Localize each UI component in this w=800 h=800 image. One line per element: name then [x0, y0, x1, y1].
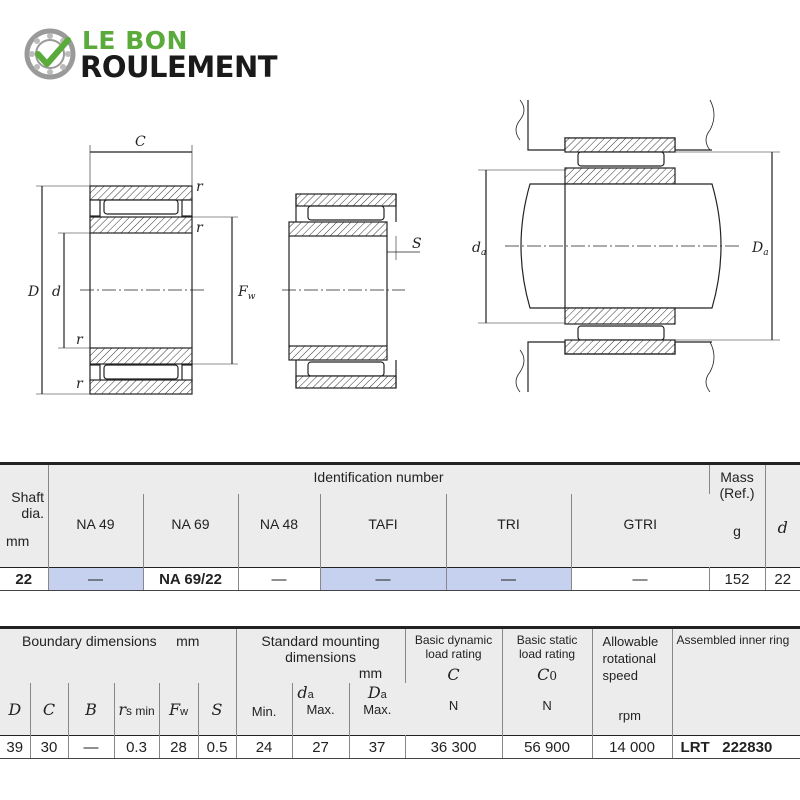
shaft-dia-header	[0, 464, 48, 568]
cell-Fw: 28	[159, 736, 198, 759]
cell-static: 56 900	[502, 736, 592, 759]
drawing-mounting	[478, 100, 780, 392]
cell-S: 0.5	[198, 736, 236, 759]
cell-shaft: 22	[0, 568, 48, 591]
dimensions-table	[0, 626, 800, 759]
cell-tafi: —	[320, 568, 446, 591]
mounting-title: Standard mounting dimensions	[261, 633, 380, 665]
col-b: B	[68, 683, 114, 736]
speed-unit: rpm	[618, 708, 641, 723]
dynamic-title: Basic dynamic load rating	[414, 633, 493, 661]
cell-D: 39	[0, 736, 30, 759]
label-da-housing: $D_a$	[752, 240, 769, 258]
col-s: S	[198, 683, 236, 736]
speed-title: Allowable rotational speed	[602, 634, 659, 683]
logo-bearing-check-icon	[24, 28, 76, 80]
label-r-4: r	[76, 376, 83, 392]
table-row	[0, 736, 800, 759]
label-da: $d_a$	[472, 240, 487, 258]
col-fw: Fw	[159, 683, 198, 736]
col-da-min: Min.	[236, 683, 292, 736]
series-na49: NA 49	[48, 494, 143, 568]
label-fw: $F_w$	[238, 284, 256, 302]
col-da-max: da Max.	[292, 683, 349, 736]
series-na48: NA 48	[238, 494, 320, 568]
mass-header	[709, 464, 765, 568]
dynamic-unit: N	[448, 698, 459, 713]
label-d-bore: d	[52, 284, 61, 300]
drawing-inner-ring	[282, 194, 420, 388]
cell-speed: 14 000	[592, 736, 672, 759]
cell-Da-max: 37	[349, 736, 405, 759]
dynamic-rating-header	[405, 628, 502, 736]
cell-mass: 152	[709, 568, 765, 591]
identification-table	[0, 462, 800, 591]
static-symbol: C0	[537, 665, 557, 684]
col-r: rs min	[114, 683, 159, 736]
series-tri: TRI	[446, 494, 571, 568]
label-s: S	[412, 236, 422, 252]
label-r-2: r	[196, 220, 203, 236]
table-row	[0, 568, 800, 591]
mass-unit: g	[733, 523, 741, 539]
speed-header	[592, 628, 672, 736]
d-header: d	[777, 517, 788, 537]
cell-da-min: 24	[236, 736, 292, 759]
shaft-dia-unit: mm	[6, 533, 30, 549]
label-r-3: r	[76, 332, 83, 348]
identification-title: Identification number	[48, 464, 709, 494]
cell-na69: NA 69/22	[143, 568, 238, 591]
shaft-dia-label: Shaft dia.	[11, 489, 44, 521]
cell-r: 0.3	[114, 736, 159, 759]
series-gtri: GTRI	[623, 515, 657, 532]
static-rating-header	[502, 628, 592, 736]
inner-ring-header: Assembled inner ring	[676, 633, 790, 647]
cell-gtri: —	[571, 568, 709, 591]
series-tafi: TAFI	[320, 494, 446, 568]
mounting-unit: mm	[358, 665, 383, 681]
col-d: D	[0, 683, 30, 736]
drawing-na-bearing	[36, 145, 238, 394]
cell-na49: —	[48, 568, 143, 591]
cell-inner-ring: LRT 222830	[672, 736, 800, 759]
cell-B: —	[68, 736, 114, 759]
boundary-title: Boundary dimensions	[22, 633, 157, 649]
dynamic-symbol: C	[447, 665, 460, 684]
label-r-1: r	[196, 179, 203, 195]
label-d-outer: D	[28, 284, 40, 300]
cell-na48: —	[238, 568, 320, 591]
cell-tri: —	[446, 568, 571, 591]
logo-text-bottom: ROULEMENT	[80, 50, 278, 84]
cell-dynamic: 36 300	[405, 736, 502, 759]
series-na69: NA 69	[143, 494, 238, 568]
boundary-header	[0, 628, 236, 684]
mass-label: Mass (Ref.)	[719, 469, 755, 501]
mounting-header	[236, 628, 405, 684]
static-title: Basic static load rating	[516, 633, 578, 661]
bearing-drawings	[0, 95, 800, 415]
boundary-unit: mm	[176, 633, 200, 649]
col-da-housing-max: Da Max.	[363, 683, 392, 717]
label-c: C	[135, 134, 146, 150]
static-unit: N	[542, 698, 552, 713]
logo-text-top: LE BON	[82, 26, 188, 55]
cell-da-max: 27	[292, 736, 349, 759]
cell-C: 30	[30, 736, 68, 759]
cell-d: 22	[765, 568, 800, 591]
col-c: C	[30, 683, 68, 736]
